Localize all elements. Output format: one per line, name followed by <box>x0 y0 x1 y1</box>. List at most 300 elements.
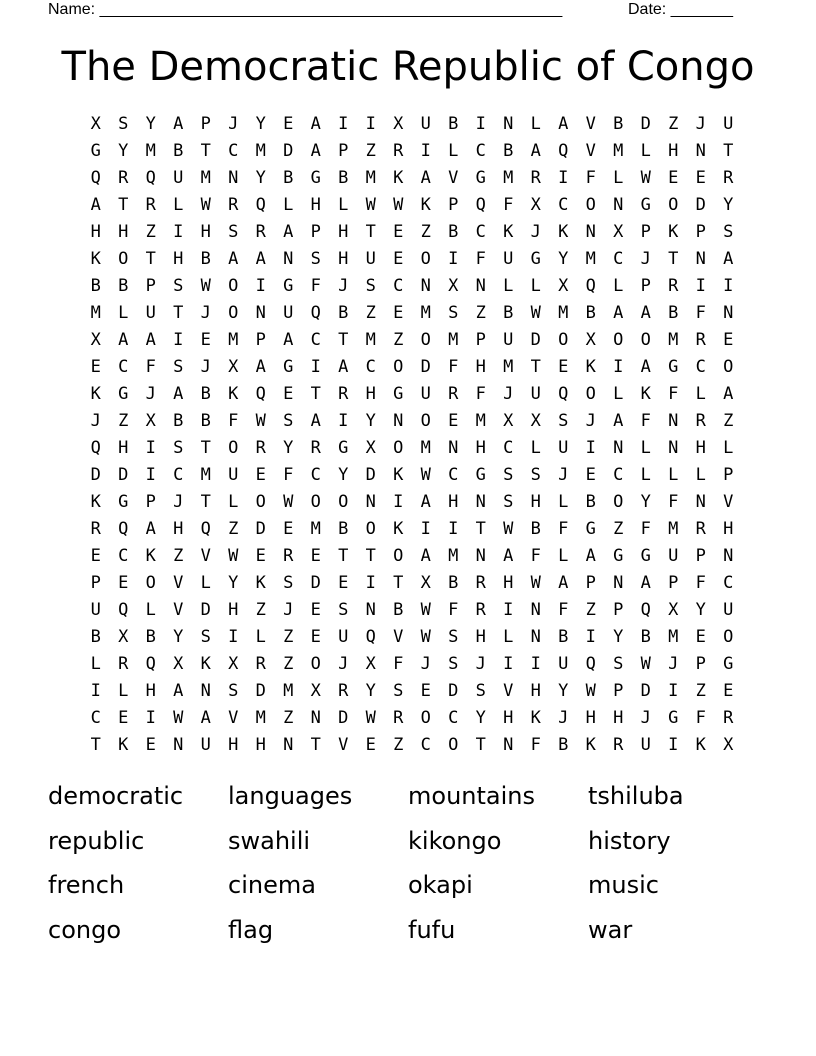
grid-letter: O <box>228 438 239 458</box>
grid-letter: N <box>283 735 294 755</box>
grid-letter: O <box>255 492 266 512</box>
word-list-item: fufu <box>408 915 456 944</box>
grid-letter: U <box>420 114 431 134</box>
word-list-item: french <box>48 871 125 900</box>
grid-letter: S <box>283 411 294 431</box>
grid-letter: S <box>310 249 321 269</box>
grid-letter: W <box>393 195 404 215</box>
grid-letter: U <box>200 735 211 755</box>
grid-letter: H <box>530 681 541 701</box>
grid-letter: H <box>503 708 514 728</box>
grid-letter: D <box>200 600 211 620</box>
grid-letter: F <box>695 708 706 728</box>
grid-letter: R <box>228 195 239 215</box>
grid-letter: A <box>640 357 651 377</box>
grid-letter: W <box>420 465 431 485</box>
grid-letter: S <box>393 681 404 701</box>
grid-letter: S <box>338 600 349 620</box>
grid-letter: U <box>228 465 239 485</box>
grid-letter: C <box>118 357 129 377</box>
grid-row <box>82 192 742 219</box>
grid-letter: W <box>420 600 431 620</box>
grid-letter: P <box>475 330 486 350</box>
grid-letter: K <box>393 465 404 485</box>
grid-letter: L <box>695 465 706 485</box>
grid-letter: J <box>640 249 651 269</box>
grid-letter: B <box>613 114 624 134</box>
grid-letter: S <box>200 627 211 647</box>
grid-letter: W <box>640 654 651 674</box>
grid-letter: K <box>228 384 239 404</box>
word-list-item: flag <box>228 915 274 944</box>
grid-letter: I <box>145 708 156 728</box>
grid-letter: D <box>118 465 129 485</box>
grid-letter: K <box>90 492 101 512</box>
grid-letter: H <box>475 357 486 377</box>
grid-letter: F <box>448 600 459 620</box>
grid-letter: Y <box>173 627 184 647</box>
grid-letter: C <box>393 276 404 296</box>
grid-letter: Y <box>255 168 266 188</box>
grid-letter: B <box>503 141 514 161</box>
grid-letter: A <box>613 303 624 323</box>
grid-letter: F <box>668 384 679 404</box>
grid-row <box>82 624 742 651</box>
grid-letter: S <box>365 276 376 296</box>
word-list-item: democratic <box>48 782 184 810</box>
grid-letter: V <box>585 141 596 161</box>
grid-letter: Q <box>585 654 596 674</box>
grid-letter: R <box>118 654 129 674</box>
grid-letter: O <box>558 330 569 350</box>
grid-letter: T <box>118 195 129 215</box>
grid-letter: Z <box>723 411 734 431</box>
grid-letter: J <box>90 411 101 431</box>
grid-letter: I <box>668 735 679 755</box>
grid-letter: I <box>145 465 156 485</box>
grid-letter: Z <box>695 681 706 701</box>
grid-letter: I <box>475 114 486 134</box>
grid-row <box>82 273 742 300</box>
grid-letter: C <box>173 465 184 485</box>
grid-letter: A <box>420 492 431 512</box>
grid-letter: R <box>283 546 294 566</box>
grid-letter: Q <box>255 195 266 215</box>
grid-letter: F <box>695 573 706 593</box>
grid-letter: N <box>530 627 541 647</box>
grid-letter: I <box>503 654 514 674</box>
grid-row <box>82 300 742 327</box>
grid-letter: A <box>640 303 651 323</box>
grid-letter: F <box>145 357 156 377</box>
grid-letter: J <box>585 411 596 431</box>
grid-letter: O <box>585 195 596 215</box>
grid-letter: H <box>448 492 459 512</box>
grid-letter: L <box>90 654 101 674</box>
grid-letter: J <box>668 654 679 674</box>
grid-letter: K <box>393 519 404 539</box>
grid-letter: H <box>365 384 376 404</box>
grid-letter: X <box>90 330 101 350</box>
grid-letter: B <box>585 492 596 512</box>
grid-letter: V <box>723 492 734 512</box>
grid-letter: W <box>530 303 541 323</box>
grid-letter: R <box>530 168 541 188</box>
grid-letter: Y <box>365 411 376 431</box>
grid-letter: D <box>420 357 431 377</box>
grid-letter: G <box>393 384 404 404</box>
grid-letter: I <box>365 114 376 134</box>
grid-letter: D <box>530 330 541 350</box>
grid-letter: Y <box>255 114 266 134</box>
grid-letter: L <box>613 168 624 188</box>
grid-letter: G <box>283 276 294 296</box>
grid-letter: A <box>613 411 624 431</box>
grid-letter: G <box>613 546 624 566</box>
grid-letter: X <box>228 654 239 674</box>
grid-letter: C <box>475 222 486 242</box>
grid-letter: P <box>640 222 651 242</box>
grid-row <box>82 732 742 759</box>
grid-letter: O <box>338 492 349 512</box>
grid-letter: R <box>393 708 404 728</box>
grid-letter: L <box>338 195 349 215</box>
grid-letter: A <box>420 546 431 566</box>
grid-letter: I <box>558 168 569 188</box>
grid-row <box>82 327 742 354</box>
grid-letter: R <box>695 519 706 539</box>
grid-letter: R <box>448 384 459 404</box>
grid-letter: B <box>173 411 184 431</box>
grid-letter: E <box>365 735 376 755</box>
grid-letter: A <box>228 249 239 269</box>
grid-letter: S <box>228 222 239 242</box>
grid-letter: G <box>668 357 679 377</box>
grid-letter: V <box>585 114 596 134</box>
grid-letter: K <box>255 573 266 593</box>
grid-letter: H <box>228 600 239 620</box>
grid-letter: N <box>613 573 624 593</box>
grid-letter: J <box>200 357 211 377</box>
grid-letter: F <box>283 465 294 485</box>
grid-letter: M <box>200 168 211 188</box>
grid-letter: C <box>695 357 706 377</box>
grid-letter: Q <box>145 654 156 674</box>
grid-letter: F <box>228 411 239 431</box>
grid-letter: V <box>338 735 349 755</box>
grid-letter: S <box>228 681 239 701</box>
grid-letter: P <box>695 654 706 674</box>
grid-letter: A <box>310 411 321 431</box>
grid-letter: N <box>503 114 514 134</box>
grid-letter: B <box>200 384 211 404</box>
grid-letter: Q <box>90 438 101 458</box>
grid-letter: Z <box>365 141 376 161</box>
grid-letter: H <box>723 519 734 539</box>
grid-letter: L <box>503 276 514 296</box>
page-title: The Democratic Republic of Congo <box>61 44 755 90</box>
grid-letter: V <box>228 708 239 728</box>
grid-letter: G <box>668 708 679 728</box>
grid-letter: P <box>613 600 624 620</box>
grid-letter: I <box>90 681 101 701</box>
grid-letter: Q <box>200 519 211 539</box>
grid-letter: U <box>173 168 184 188</box>
word-list <box>48 780 768 958</box>
grid-letter: R <box>90 519 101 539</box>
grid-letter: E <box>448 411 459 431</box>
grid-letter: N <box>613 438 624 458</box>
grid-letter: K <box>90 249 101 269</box>
grid-letter: S <box>558 411 569 431</box>
grid-letter: K <box>420 195 431 215</box>
grid-letter: Z <box>613 519 624 539</box>
grid-letter: Z <box>420 222 431 242</box>
grid-letter: W <box>283 492 294 512</box>
grid-letter: S <box>613 654 624 674</box>
grid-letter: N <box>723 303 734 323</box>
grid-letter: Z <box>475 303 486 323</box>
grid-letter: N <box>393 411 404 431</box>
grid-letter: B <box>145 627 156 647</box>
grid-letter: X <box>393 114 404 134</box>
grid-letter: E <box>558 357 569 377</box>
grid-letter: O <box>723 357 734 377</box>
grid-letter: F <box>640 411 651 431</box>
grid-letter: P <box>723 465 734 485</box>
word-list-item: okapi <box>408 871 473 900</box>
grid-letter: L <box>173 195 184 215</box>
grid-letter: S <box>503 465 514 485</box>
grid-letter: A <box>200 708 211 728</box>
grid-letter: V <box>503 681 514 701</box>
grid-letter: B <box>448 573 459 593</box>
grid-letter: F <box>668 492 679 512</box>
grid-letter: S <box>173 276 184 296</box>
grid-letter: N <box>173 735 184 755</box>
grid-letter: D <box>283 141 294 161</box>
grid-letter: H <box>695 438 706 458</box>
grid-letter: S <box>723 222 734 242</box>
grid-letter: I <box>255 276 266 296</box>
grid-letter: H <box>173 519 184 539</box>
grid-letter: J <box>530 222 541 242</box>
grid-letter: T <box>723 141 734 161</box>
grid-letter: D <box>255 519 266 539</box>
grid-letter: D <box>310 573 321 593</box>
grid-letter: M <box>255 708 266 728</box>
word-list-item: music <box>588 871 659 900</box>
grid-letter: C <box>90 708 101 728</box>
grid-letter: A <box>173 384 184 404</box>
grid-letter: J <box>338 654 349 674</box>
grid-letter: L <box>613 384 624 404</box>
grid-letter: Q <box>585 276 596 296</box>
grid-letter: I <box>695 276 706 296</box>
grid-letter: H <box>90 222 101 242</box>
grid-letter: N <box>200 681 211 701</box>
grid-letter: T <box>200 492 211 512</box>
grid-letter: E <box>723 681 734 701</box>
grid-letter: G <box>90 141 101 161</box>
grid-letter: X <box>723 735 734 755</box>
grid-letter: A <box>723 384 734 404</box>
grid-letter: O <box>723 627 734 647</box>
grid-letter: T <box>200 141 211 161</box>
grid-letter: K <box>585 357 596 377</box>
grid-letter: R <box>338 384 349 404</box>
grid-letter: L <box>530 276 541 296</box>
grid-letter: N <box>695 141 706 161</box>
grid-letter: W <box>365 708 376 728</box>
grid-letter: I <box>585 438 596 458</box>
grid-letter: U <box>420 384 431 404</box>
grid-letter: E <box>255 546 266 566</box>
grid-letter: F <box>310 276 321 296</box>
grid-letter: F <box>448 357 459 377</box>
grid-letter: J <box>228 114 239 134</box>
grid-letter: H <box>228 735 239 755</box>
grid-letter: X <box>118 627 129 647</box>
grid-letter: G <box>640 195 651 215</box>
grid-letter: M <box>448 330 459 350</box>
grid-letter: L <box>255 627 266 647</box>
grid-row <box>82 219 742 246</box>
grid-letter: E <box>338 573 349 593</box>
grid-letter: Q <box>118 519 129 539</box>
grid-letter: N <box>585 222 596 242</box>
grid-letter: N <box>475 492 486 512</box>
grid-letter: O <box>420 411 431 431</box>
grid-letter: G <box>640 546 651 566</box>
grid-letter: N <box>228 168 239 188</box>
grid-letter: X <box>613 222 624 242</box>
grid-letter: W <box>420 627 431 647</box>
grid-letter: I <box>310 357 321 377</box>
grid-letter: Z <box>255 600 266 620</box>
grid-letter: M <box>585 249 596 269</box>
grid-letter: S <box>475 681 486 701</box>
grid-letter: Z <box>145 222 156 242</box>
grid-letter: L <box>668 465 679 485</box>
grid-letter: L <box>228 492 239 512</box>
grid-letter: N <box>695 249 706 269</box>
grid-letter: I <box>420 519 431 539</box>
grid-letter: B <box>200 411 211 431</box>
grid-letter: I <box>503 600 514 620</box>
grid-letter: P <box>695 222 706 242</box>
grid-letter: A <box>558 573 569 593</box>
grid-letter: U <box>90 600 101 620</box>
grid-letter: B <box>668 303 679 323</box>
grid-letter: R <box>310 438 321 458</box>
grid-letter: O <box>393 357 404 377</box>
grid-letter: L <box>640 438 651 458</box>
grid-letter: G <box>338 438 349 458</box>
grid-letter: K <box>585 735 596 755</box>
grid-letter: C <box>503 438 514 458</box>
header-line <box>48 0 748 20</box>
grid-letter: N <box>475 276 486 296</box>
grid-letter: N <box>668 411 679 431</box>
grid-letter: I <box>338 411 349 431</box>
grid-letter: X <box>145 411 156 431</box>
grid-letter: E <box>90 546 101 566</box>
grid-letter: V <box>173 573 184 593</box>
grid-letter: B <box>503 303 514 323</box>
grid-letter: G <box>475 465 486 485</box>
grid-letter: J <box>420 654 431 674</box>
grid-letter: E <box>283 384 294 404</box>
grid-letter: U <box>723 114 734 134</box>
grid-row <box>82 462 742 489</box>
grid-letter: J <box>558 708 569 728</box>
grid-letter: M <box>668 627 679 647</box>
grid-letter: B <box>530 519 541 539</box>
grid-letter: Y <box>338 465 349 485</box>
grid-letter: Q <box>558 384 569 404</box>
grid-letter: N <box>723 546 734 566</box>
grid-letter: D <box>90 465 101 485</box>
grid-row <box>82 597 742 624</box>
grid-letter: X <box>558 276 569 296</box>
grid-letter: R <box>145 195 156 215</box>
grid-letter: I <box>448 249 459 269</box>
grid-letter: J <box>558 465 569 485</box>
grid-letter: X <box>503 411 514 431</box>
grid-letter: G <box>310 168 321 188</box>
grid-letter: I <box>228 627 239 647</box>
grid-letter: O <box>420 249 431 269</box>
grid-letter: C <box>228 141 239 161</box>
grid-letter: B <box>448 114 459 134</box>
grid-letter: V <box>173 600 184 620</box>
grid-letter: M <box>503 168 514 188</box>
grid-letter: A <box>173 681 184 701</box>
grid-letter: Y <box>558 681 569 701</box>
grid-letter: T <box>173 303 184 323</box>
grid-letter: E <box>200 330 211 350</box>
grid-letter: N <box>420 276 431 296</box>
grid-letter: K <box>118 735 129 755</box>
grid-letter: C <box>475 141 486 161</box>
grid-letter: B <box>448 222 459 242</box>
grid-letter: T <box>338 330 349 350</box>
grid-letter: X <box>228 357 239 377</box>
grid-letter: F <box>530 735 541 755</box>
grid-letter: M <box>145 141 156 161</box>
grid-letter: J <box>640 708 651 728</box>
grid-letter: M <box>90 303 101 323</box>
grid-letter: H <box>145 681 156 701</box>
grid-letter: G <box>118 492 129 512</box>
grid-letter: O <box>448 735 459 755</box>
grid-letter: H <box>668 141 679 161</box>
grid-letter: U <box>558 438 569 458</box>
grid-letter: F <box>475 249 486 269</box>
grid-letter: F <box>530 546 541 566</box>
grid-letter: J <box>338 276 349 296</box>
grid-letter: U <box>365 249 376 269</box>
grid-letter: O <box>118 249 129 269</box>
grid-letter: S <box>118 114 129 134</box>
grid-letter: M <box>668 330 679 350</box>
grid-letter: L <box>723 438 734 458</box>
grid-letter: I <box>393 492 404 512</box>
word-list-item: congo <box>48 915 122 944</box>
grid-letter: U <box>145 303 156 323</box>
grid-letter: A <box>283 222 294 242</box>
